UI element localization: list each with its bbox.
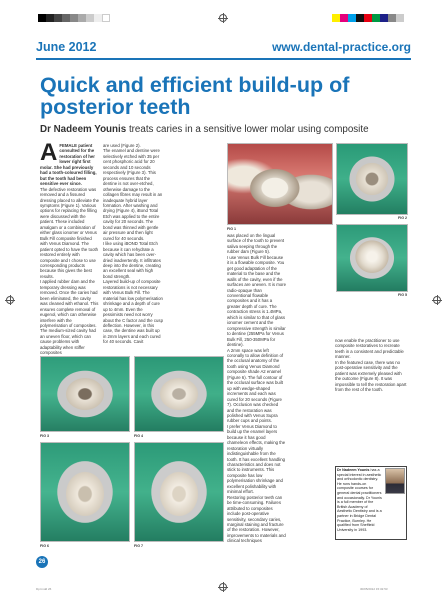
page-header [36,36,411,58]
text-column-3 [227,233,286,553]
body-paragraph: now enable the practitioner to use composite restoratives to recreate teeth in a consistent and predictable manner. [335,338,404,360]
body-paragraph: was placed on the lingual surface of the tooth to prevent saliva seeping through the rubber dam (Figure 5). [227,233,285,255]
lead-paragraph: FEMALE patient consulted for the restoration of her lower right first molar. She had previously had a tooth-coloured filling, but the tooth had been sensitive ever since. [40,143,97,187]
body-paragraph: Restoring posterior teeth can be time-consuming. Failures attributed to composites include post-operative sensitivity, secondary caries, marginal staining and fracture of the restoration. However, improvements to materials and clinical techniques [227,494,286,544]
body-paragraph: The enamel and dentine were selectively etched with 35 per cent phosphoric acid for 20 seconds and 10 seconds respectively (Figure 3). This process ensures that the dentine is not over-etched, otherwise damage to the collagen fibres may result in an inadequate hybrid layer formation. After washing and drying (Figure 4), iBond Total Etch was applied to the entire cavity for 20 seconds. The bond was thinned with gentle air pressure and then light cured for 40 seconds. [103,148,163,241]
figure-8-photo-main [336,544,408,545]
print-slug-right: 30/05/2012 15:32:53 [360,587,388,591]
article-subtitle: treats caries in a sensitive lower molar using composite [128,124,369,135]
bio-author-name: Dr Nadeem Younis [337,468,370,472]
registration-mark-top [219,14,227,22]
text-column-4 [335,338,407,393]
author-bio-text [337,468,383,532]
figure-2-caption: FIG 2 [398,216,407,220]
figure-5-caption: FIG 5 [398,293,407,297]
figure-4-photo [134,356,224,432]
author-photo [385,468,405,494]
colour-bar [332,14,404,22]
figure-6-caption: FIG 6 [40,544,49,548]
body-paragraph: I use Venus Bulk Fill because it is a flowable composite. You get good adaptation of the material to the base and the walls of the cavity, even if the surfaces are uneven. It is more radio-opaque than conventional flowable composites and it has a greater depth of cure. The contraction stress is 1.4MPa, which is similar to that of glass ionomer cement and the compressive strength is similar to dentine (255MPa for Venus Bulk Fill, 250-350MPa for dentine). [227,254,286,348]
registration-mark-bottom [219,583,227,591]
byline [40,124,420,135]
body-paragraph: are used (Figure 2). [103,143,141,148]
drop-cap: A [40,139,58,166]
website-url: www.dental-practice.org [272,40,411,54]
print-slug-left: Dpr.indd 26 [36,587,52,591]
issue-date: June 2012 [36,40,97,54]
figure-6-photo [40,442,130,542]
figure-4-caption: FIG 4 [134,434,143,438]
registration-mark-left [6,296,14,304]
figure-3-photo [40,356,130,432]
header-rule [36,58,411,60]
figure-3-caption: FIG 3 [40,434,49,438]
body-paragraph: A 2mm space was left coronally to allow definition of the occlusal anatomy of the tooth using Venus Diamond composite shade A2 enamel (Figure 6). The full contour of the occlusal surface was built up with wedge-shaped increments and each was cured for 20 seconds (Figure 7). Occlusion was checked and the restoration was polished with Venus Supra rubber cups and points. [227,347,284,424]
body-paragraph: I applied rubber dam and the temporary dressing was removed. Once the caries had been eliminated, the cavity was cleaned with ethanol. This ensures complete removal of eugenol, which can otherwise interfere with the polymerisation of composites. The medium-sized cavity had an uneven floor, which can cause problems with adaptability when stiffer composites [40,279,99,356]
article-title: Quick and efficient build-up of posterior teeth [40,73,350,119]
figure-7-photo [134,442,224,542]
body-paragraph: I like using iBOND Total Etch because it can rehydrate a cavity which has been over-dried inadvertently. It infiltrates deep into the dentine, creating an excellent seal with high bond strength. [103,241,161,279]
figure-1-caption: FIG 1 [227,227,236,231]
figure-1-photo [227,143,333,225]
bio-description: has a special interest in aesthetic and orthodontic dentistry. He runs hands-on composite courses for general dental practitioners and occasionally. Dr Younis is a full member of the British Academy of Aesthetic Dentistry and is a partner in Bridge Dental Practice, Burnley. He qualified from Sheffield University in 1993. [337,468,382,532]
author-name: Dr Nadeem Younis [40,124,127,135]
body-paragraph: The defective restoration was removed and a fissured dressing placed to alleviate the symptoms (Figure 1). Various options for replacing the filling were discussed with the patient. These included amalgam or a combination of either glass ionomer or Venus Bulk Fill composite finished with Venus Diamond. The patient opted to have the tooth restored entirely with composite and I chose to use corresponding products because this gives the best results. [40,186,100,279]
figure-2-photo [336,143,408,215]
figure-7-caption: FIG 7 [134,544,143,548]
text-column-1 [40,139,100,356]
page-number: 26 [36,556,48,568]
body-paragraph: In the featured case, there was no post-operative sensitivity and the patient was extremely pleased with the outcome (Figure 8). It was impossible to tell the restoration apart from the rest of the tooth. [335,359,407,393]
text-column-2 [103,143,163,345]
body-paragraph: Layered build-up of composite restorations is not necessary with Venus Bulk Fill. The material has low polymerisation shrinkage and a depth of cure up to 4mm. Even the pessimists need not worry about the C factor and the cusp deflection. However, in this case, the dentine was built up in 2mm layers and each cured for 40 seconds. Cavit [103,279,163,345]
body-paragraph: I prefer Venus Diamond to build up the enamel layers because it has good chameleon effects, making the restoration virtually indistinguishable from the tooth. It has excellent handling characteristics and does not stick to instruments. This composite has low polymerisation shrinkage and excellent polishability with minimal effort. [227,423,286,495]
greyscale-bar [38,14,110,22]
figure-5-photo [336,224,408,292]
registration-mark-right [433,296,441,304]
